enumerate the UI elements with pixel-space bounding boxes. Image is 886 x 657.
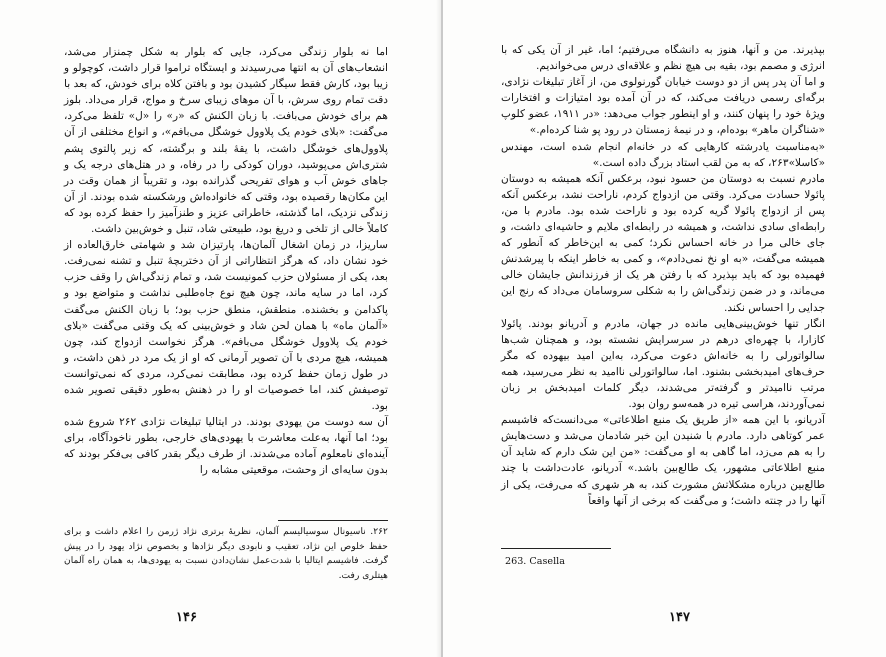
left-footnote: ۲۶۲. ناسیونال سوسیالیسم آلمان، نظریهٔ برتری نژاد ژرمن را اعلام داشت و برای حفظ خلوص این نژاد، تعقیب و نابودی دیگر نژادها و بخصوص نژاد یهود را در پیش گرفت. فاشیسم ایتالیا با شدت‌عمل نشان‌دادن نسبت به یهودی‌ها، به همان راه آلمان هیتلری رفت. xyxy=(64,526,388,581)
right-paragraph-1: بپذیرند. من و آنها، هنوز به دانشگاه می‌رفتیم؛ اما، غیر از آن یکی که با انرژی و مصمم بود، بقیه بی هیچ نظم و علاقه‌ای درس می‌خواندیم. xyxy=(501,44,825,73)
right-paragraph-5: انگار تنها خوش‌بینی‌هایی مانده در جهان، مادرم و آدریانو بودند. پائولا کازارا، با چهره‌ای درهم در سرسرایش نشسته بود، و همچنان شب‌ها سالواتورلی را به خانه‌اش دعوت می‌کرد، به‌این امید بیهوده که مگر حرف‌های امیدبخشی بشنود. اما، سالواتورلی ناامید به نظر می‌رسید، همه مرتب ناامیدتر و گرفته‌تر می‌شدند، دیگر کلمات امیدبخش بر زبان نمی‌آوردند، هراسی تیره در همه‌سو روان بود. xyxy=(501,317,825,411)
right-paragraph-4: مادرم نسبت به دوستان من حسود نبود، برعکس آنکه همیشه به دوستان پائولا حسادت می‌کرد. وقتی من ازدواج کردم، ناراحت نشد، برعکس آنکه پس از ازدواج پائولا گریه کرده بود و ناراحت شده بود. مادرم با من، رابطه‌ای سادی نداشت، و همیشه در رابطه‌ای ملایم و حاشیه‌ای داشت، و جای خالی مرا در خانه احساس نکرد؛ کمی به این‌خاطر که آنطور که همیشه می‌گفت، «به او نخ نمی‌دادم»، و کمی به خاطر اینکه با پیرشدنش فهمیده بود که باید بپذیرد که با رفتن هر یک از فرزندانش جایشان خالی می‌ماند، و در ضمن زندگی‌اش را به شکلی سروسامان می‌داد که رنج این جدایی را احساس نکند. xyxy=(501,172,825,314)
right-paragraph-6: آدریانو، با این همه «از طریق یک منبع اطلاعاتی» می‌دانست‌که فاشیسم عمر کوتاهی دارد. مادرم با شنیدن این خبر شادمان می‌شد و دست‌هایش را به هم می‌زد، اما گاهی به او می‌گفت: «من این شک دارم که شاید آن منبع اطلاعاتی مشهور، یک طالع‌بین باشد.» آدریانو، عادت‌داشت با چند طالع‌بین درباره مشکلاتش مشورت کند، به هر شهری که می‌رفت، یکی از آنها را در چنته داشت؛ و می‌گفت که برخی از آنها واقعاً xyxy=(501,414,825,507)
right-page-number: ۱۴۷ xyxy=(669,610,690,625)
right-footnote-separator xyxy=(501,548,611,549)
right-footnote: 263. Casella xyxy=(505,556,565,567)
left-page-body xyxy=(64,44,388,479)
left-paragraph-1: اما نه بلوار زندگی می‌کرد، جایی که بلوار به شکل چمنزار می‌شد، انشعاب‌های آن به انتها می‌رسیدند و ایستگاه تراموا قرار داشت، کوچولو و زیبا بود، کارش فقط سیگار کشیدن بود و بافتن کلاه برای خودش، که بعد با دقت تمام روی سرش، با آن موهای زیبای سرخ و مواج، قرار می‌داد. بلوز هم برای خودش می‌بافت. با زبان الکنش که «ر» را «ل» تلفظ می‌کرد، می‌گفت: «بلای خودم یک پلاوول خوشگل می‌بافم»، و انواع مختلفی از آن پلاوول‌های خوشگل داشت، با یقهٔ بلند و برگشته، که زیر پالتوی پشم شتری‌اش می‌پوشید، دوران کودکی را در رفاه، و در هتل‌های درجه یک و جاهای خوش آب و هوای تفریحی گذرانده بود، و تقریباً از همان وقت در این مکان‌ها رقصیده بود، وقتی که خانواده‌اش ورشکسته شده بودند. از آن زندگی نزدیک، اما گذشته، خاطراتی عزیز و طنزآمیز را حفظ کرده بود که کاملاً خالی از تلخی و دریغ بود، طبیعتی شاد، تنبل و خوش‌بین داشت. xyxy=(64,46,388,236)
right-paragraph-3: «به‌مناسبت یادرشته کارهایی که در خانه‌ام انجام شده است، مهندس «کاسلا»۲۶۳، که به من لقب استاد بزرگ داده است.» xyxy=(501,140,825,169)
left-paragraph-2: ساریزا، در زمان اشغال آلمان‌ها، پارتیزان شد و شهامتی خارق‌العاده از خود نشان داد، که هرگز انتظاراتی از آن دختربچهٔ تنبل و تشنه نمی‌رفت. بعد، یکی از مسئولان حزب کمونیست شد، و تمام زندگی‌اش را وقف حزب کرد، اما در سایه ماند، چون هیچ نوع جاه‌طلبی نداشت و متواضع بود و پاکدامن و بخشنده. منطقش، منطق حزب بود؛ با زبان الکنش می‌گفت «آلمان ماه» با همان لحن شاد و خوش‌بینی که یک وقتی می‌گفت «بلای خودم یک پلاوول خوشگل می‌بافم». هرگز نخواست ازدواج کند، چون همیشه، هیچ مردی با آن تصویر آرمانی که او از یک مرد در ذهن داشت، و در طول زمان حفظ کرده بود، مطابقت نمی‌کرد، مردی که نمی‌توانست توصیفش کند، اما خصوصیات او را در ذهنش به‌طور دقیقی تصویر شده بود. xyxy=(64,239,388,413)
right-paragraph-2: و اما آن پدر پس از دو دوست خیابان گورنولوی من، از آغاز تبلیغات نژادی، برگه‌ای رسمی دریافت می‌کند، که در آن آمده بود امتیازات و افتخارات ویژهٔ خود را پنهان کنند، و او اینطور جواب می‌دهد: «در ۱۹۱۱، عضو کلوپ «شناگران ماهر» بوده‌ام، و در نیمهٔ زمستان در رود پو شنا کرده‌ام.» xyxy=(501,76,825,137)
left-footnote-separator xyxy=(278,520,388,521)
right-page xyxy=(443,0,886,657)
left-page-number: ۱۴۶ xyxy=(176,610,197,625)
left-paragraph-3: آن سه دوست من یهودی بودند. در ایتالیا تبلیغات نژادی ۲۶۲ شروع شده بود؛ اما آنها، به‌علت معاشرت با یهودی‌های خارجی، بطور ناخودآگاه، برای آینده‌ای نامعلوم آماده می‌شدند. از طرف دیگر بقدر کافی بی‌فکر بودند که بدون سایه‌ای از وحشت، موقعیتی مشابه را xyxy=(64,416,389,477)
right-page-body xyxy=(501,42,825,509)
